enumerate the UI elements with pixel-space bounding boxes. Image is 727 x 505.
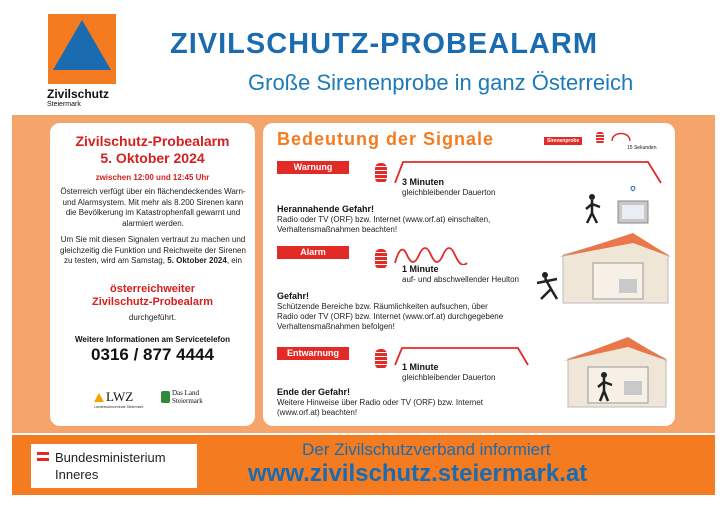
warnung-siren-icon bbox=[375, 163, 387, 183]
intro-paragraph: Österreich verfügt über ein flächendeckendes Warn- und Alarmsystem. Mit mehr als 8.200 Sirenen kann die Bevölkerung im Katastrophenfall gewarnt und alarmiert werden. bbox=[60, 187, 246, 228]
footer-tagline: Der Zivilschutzverband informiert bbox=[302, 440, 551, 459]
warnung-illustration bbox=[578, 181, 668, 231]
alarm-siren-icon bbox=[375, 249, 387, 269]
sirenenprobe-label: Sirenenprobe bbox=[544, 137, 582, 145]
info-label: Weitere Informationen am Servicetelefon bbox=[74, 335, 230, 344]
service-phone: 0316 / 877 4444 bbox=[91, 345, 214, 364]
entwarnung-heading: Ende der Gefahr! bbox=[277, 387, 351, 397]
entwarnung-siren-icon bbox=[375, 349, 387, 369]
test-paragraph-tail: , ein bbox=[226, 256, 242, 265]
signals-title: Bedeutung der Signale bbox=[277, 129, 495, 149]
alarm-label: Alarm bbox=[277, 246, 349, 259]
entwarnung-text: Weitere Hinweise über Radio oder TV (ORF) bzw. Internet (www.orf.at) beachten! bbox=[277, 398, 484, 417]
ministry-line2: Inneres bbox=[55, 467, 99, 482]
entwarnung-label: Entwarnung bbox=[277, 347, 349, 360]
test-paragraph bbox=[58, 235, 248, 267]
warnung-duration: 3 Minuten bbox=[402, 177, 444, 187]
alarm-duration: 1 Minute bbox=[402, 264, 439, 274]
lwz-triangle-icon bbox=[94, 393, 104, 402]
ministry-line1: Bundesministerium bbox=[55, 450, 166, 465]
test-paragraph-text: Um Sie mit diesen Signalen vertraut zu machen und gleichzeitig die Funktion und Reichweite der Sirenen zu testen, wird am Samstag, bbox=[60, 235, 246, 265]
logo-sub: Steiermark bbox=[47, 101, 81, 108]
warnung-label: Warnung bbox=[277, 161, 349, 174]
lwz-sub: Landeswarnzentrale Steiermark bbox=[94, 405, 144, 409]
highlight-line2: Zivilschutz-Probealarm bbox=[91, 296, 214, 308]
left-panel bbox=[50, 123, 255, 426]
alarm-text: Schützende Bereiche bzw. Räumlichkeiten aufsuchen, über Radio oder TV (ORF) bzw. Internet (www.orf.at) durchgegebene Verhaltensmaßnahmen befolgen! bbox=[277, 302, 504, 331]
siren-small-icon bbox=[596, 132, 604, 144]
logo-name: Zivilschutz bbox=[47, 87, 110, 101]
sirenenprobe-duration: 15 Sekunden bbox=[627, 145, 657, 151]
event-time: zwischen 12:00 und 12:45 Uhr bbox=[95, 173, 210, 182]
land-logo-line1: Das Land bbox=[172, 389, 200, 397]
lwz-logo: LWZ bbox=[106, 389, 134, 404]
logo-triangle-icon bbox=[53, 20, 111, 70]
right-panel bbox=[263, 123, 675, 426]
footer-url-link[interactable]: www.zivilschutz.steiermark.at bbox=[248, 460, 588, 487]
page-subtitle: Große Sirenenprobe in ganz Österreich bbox=[248, 70, 634, 95]
warnung-tone: gleichbleibender Dauerton bbox=[402, 188, 496, 197]
entwarnung-illustration bbox=[558, 337, 670, 409]
event-date: 5. Oktober 2024 bbox=[100, 150, 205, 166]
warnung-text: Radio oder TV (ORF) bzw. Internet (www.orf.at) einschalten, Verhaltensmaßnahmen beachten! bbox=[277, 215, 491, 234]
probe-arc-icon bbox=[610, 129, 634, 143]
land-logo-line2: Steiermark bbox=[172, 397, 203, 405]
alarm-tone: auf- und abschwellender Heulton bbox=[402, 275, 519, 284]
entwarnung-tone: gleichbleibender Dauerton bbox=[402, 373, 496, 382]
alarm-heading: Gefahr! bbox=[277, 291, 310, 301]
warnung-heading: Herannahende Gefahr! bbox=[277, 204, 375, 214]
ministry-logo bbox=[31, 444, 197, 488]
entwarnung-duration: 1 Minute bbox=[402, 362, 439, 372]
land-logo bbox=[172, 389, 203, 405]
alarm-illustration bbox=[533, 233, 673, 305]
alarm-signal-graph bbox=[393, 243, 473, 265]
done-text: durchgeführt. bbox=[128, 313, 177, 322]
test-paragraph-date: 5. Oktober 2024 bbox=[167, 256, 227, 265]
left-title: Zivilschutz-Probealarm bbox=[75, 133, 230, 149]
page-title: ZIVILSCHUTZ-PROBEALARM bbox=[170, 28, 598, 60]
highlight-line1: österreichweiter bbox=[110, 283, 195, 295]
steiermark-crest-icon bbox=[161, 391, 170, 403]
